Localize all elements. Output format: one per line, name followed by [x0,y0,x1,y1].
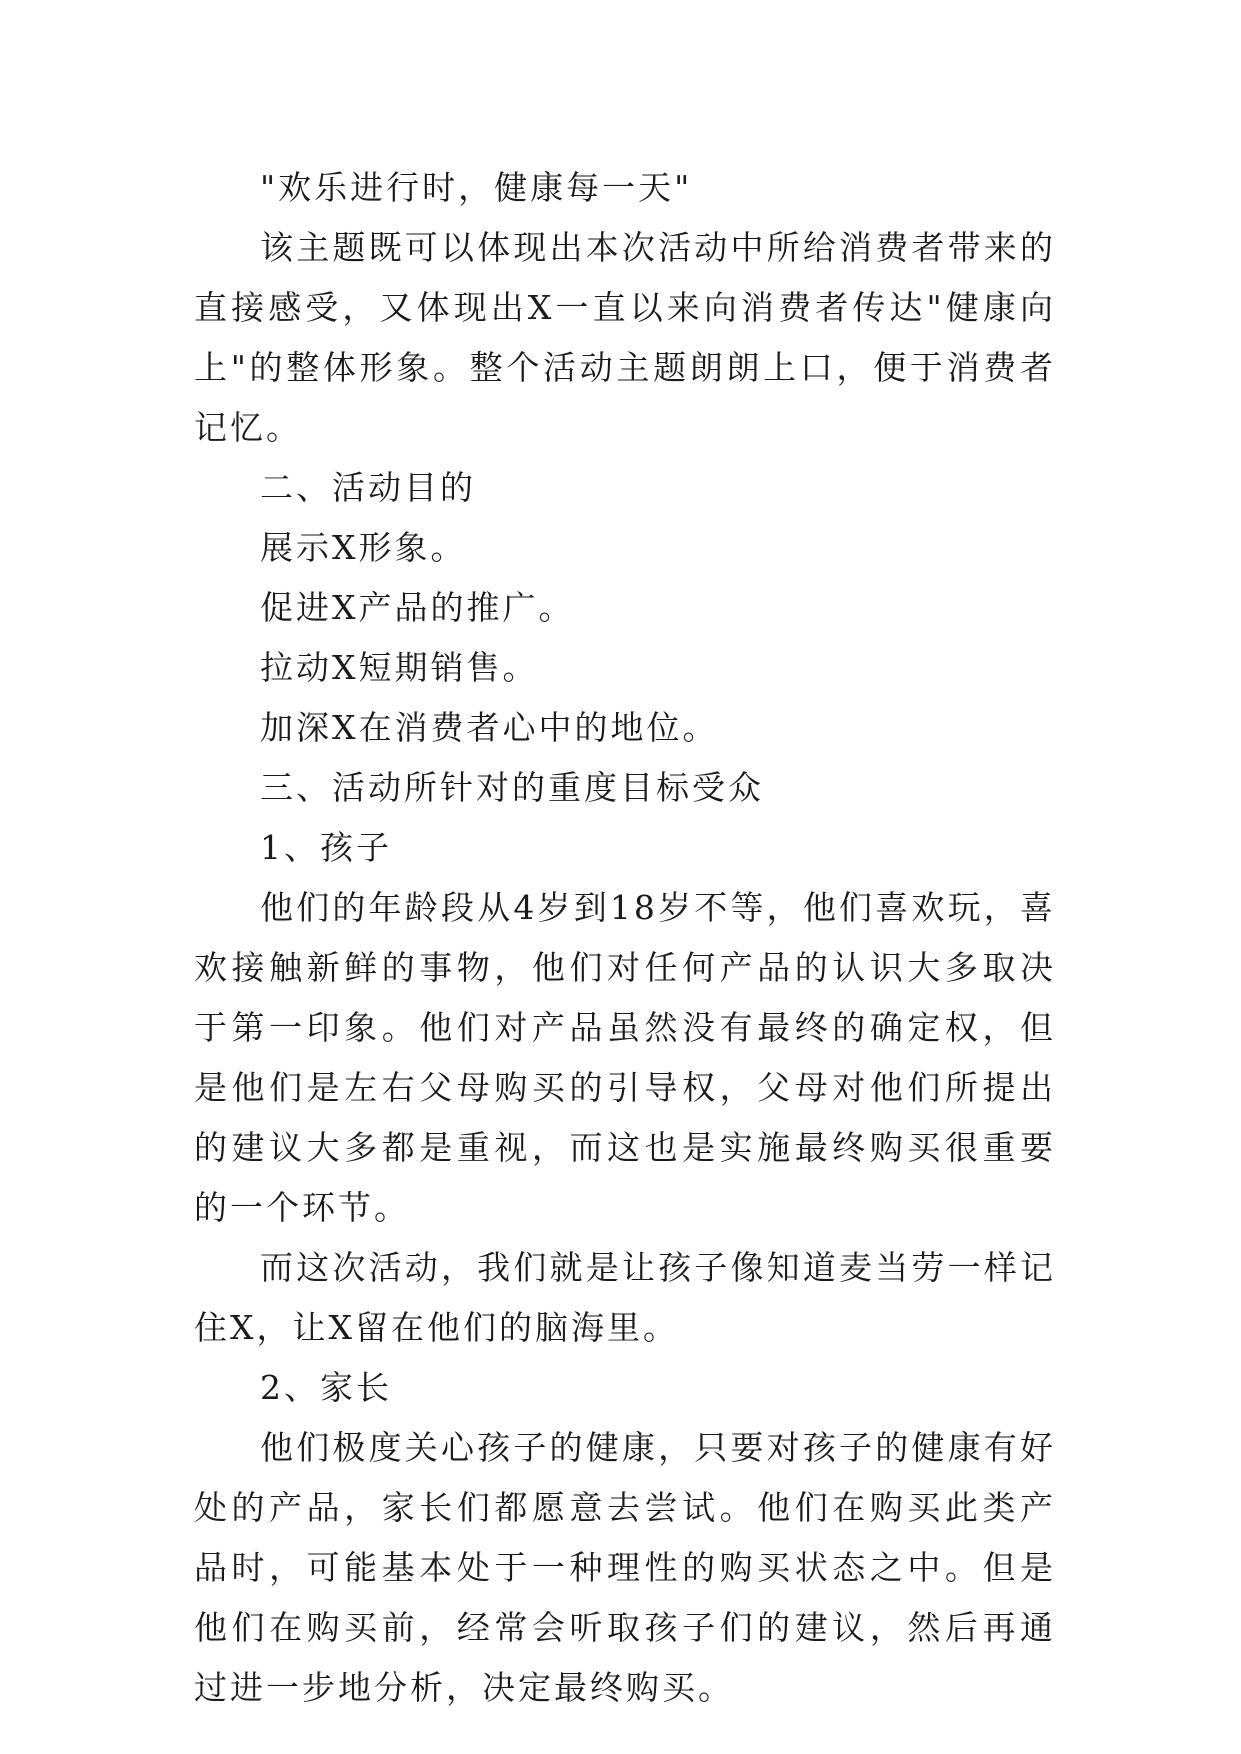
theme-paragraph: 该主题既可以体现出本次活动中所给消费者带来的直接感受，又体现出X一直以来向消费者传达"健康向上"的整体形象。整个活动主题朗朗上口，便于消费者记忆。 [194,228,1056,447]
objective-item: 促进X产品的推广。 [260,588,575,627]
subsection-heading-parents: 2、家长 [260,1368,392,1407]
section-heading-objectives: 二、活动目的 [260,468,476,507]
subsection-heading-children: 1、孩子 [260,828,392,867]
children-activity-paragraph: 而这次活动，我们就是让孩子像知道麦当劳一样记住X，让X留在他们的脑海里。 [194,1248,1056,1347]
objective-item: 加深X在消费者心中的地位。 [260,708,719,747]
parents-paragraph: 他们极度关心孩子的健康，只要对孩子的健康有好处的产品，家长们都愿意去尝试。他们在购买此类产品时，可能基本处于一种理性的购买状态之中。但是他们在购买前，经常会听取孩子们的建议，然后再通过进一步地分析，决定最终购买。 [194,1428,1056,1707]
objective-item: 展示X形象。 [260,528,467,567]
slogan: "欢乐进行时，健康每一天" [260,168,693,207]
section-heading-audience: 三、活动所针对的重度目标受众 [260,768,764,807]
document-page [194,158,1056,1718]
objective-item: 拉动X短期销售。 [260,648,539,687]
children-paragraph: 他们的年龄段从4岁到18岁不等，他们喜欢玩，喜欢接触新鲜的事物，他们对任何产品的认识大多取决于第一印象。他们对产品虽然没有最终的确定权，但是他们是左右父母购买的引导权，父母对他们所提出的建议大多都是重视，而这也是实施最终购买很重要的一个环节。 [194,888,1056,1227]
